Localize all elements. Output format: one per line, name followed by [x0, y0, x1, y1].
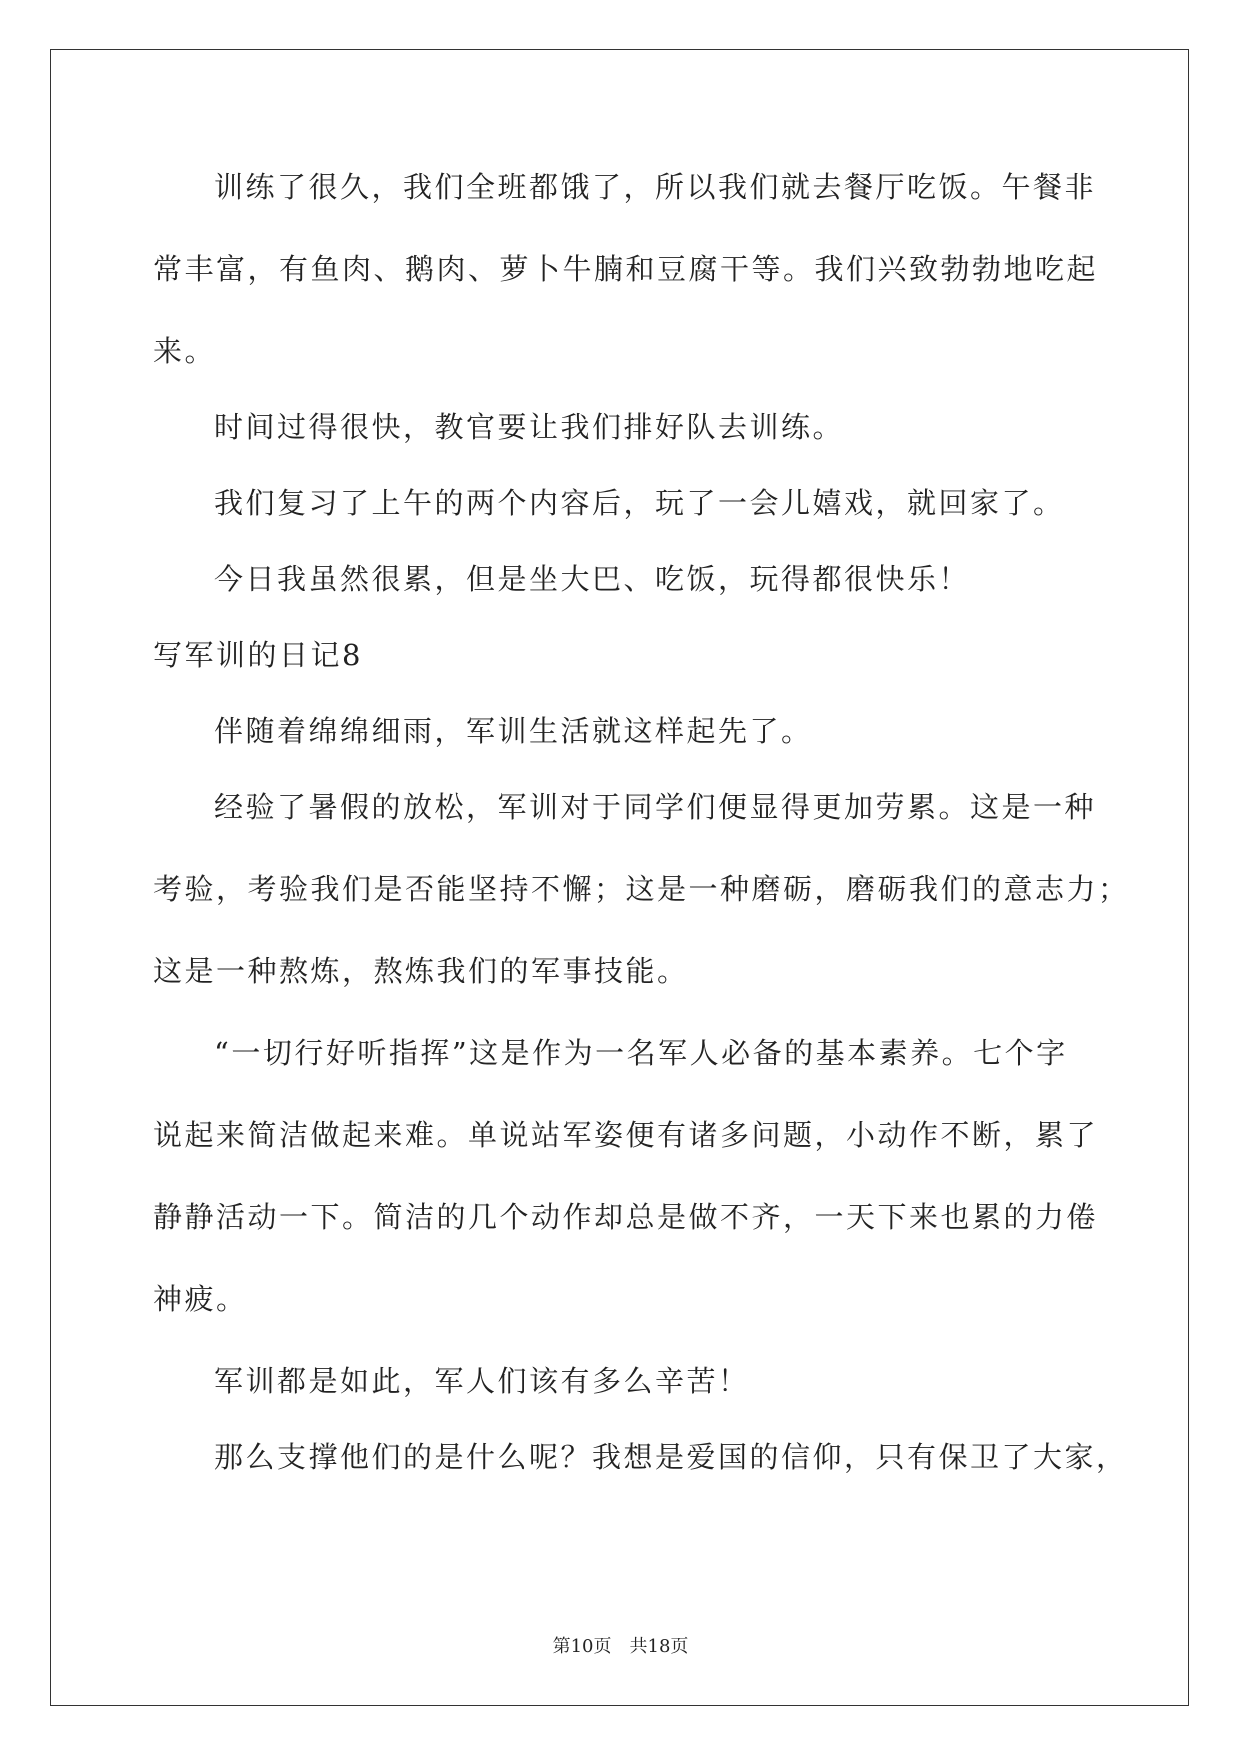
section-heading: 写军训的日记8 — [153, 638, 363, 672]
paragraph-line: 静静活动一下。简洁的几个动作却总是做不齐，一天下来也累的力倦 — [153, 1200, 1099, 1234]
page-number-footer: 第10页 共18页 — [552, 1636, 689, 1657]
paragraph-line: 考验，考验我们是否能坚持不懈；这是一种磨砺，磨砺我们的意志力； — [153, 872, 1130, 906]
paragraph-line: 那么支撑他们的是什么呢？我想是爱国的信仰，只有保卫了大家， — [214, 1440, 1128, 1474]
paragraph-line: 这是一种熬炼，熬炼我们的军事技能。 — [153, 954, 689, 988]
paragraph-line: 我们复习了上午的两个内容后，玩了一会儿嬉戏，就回家了。 — [214, 486, 1065, 520]
document-body — [153, 156, 1130, 1502]
paragraph-line: 军训都是如此，军人们该有多么辛苦！ — [214, 1364, 750, 1398]
paragraph-line: 来。 — [153, 334, 217, 368]
paragraph-line: 今日我虽然很累，但是坐大巴、吃饭，玩得都很快乐！ — [214, 562, 971, 596]
paragraph-line: 时间过得很快，教官要让我们排好队去训练。 — [214, 410, 845, 444]
paragraph-line: “一切行好听指挥”这是作为一名军人必备的基本素养。七个字 — [214, 1036, 1068, 1070]
paragraph-line: 训练了很久，我们全班都饿了，所以我们就去餐厅吃饭。午餐非 — [214, 170, 1097, 204]
paragraph-line: 神疲。 — [153, 1282, 248, 1316]
paragraph-line: 说起来简洁做起来难。单说站军姿便有诸多问题，小动作不断，累了 — [153, 1118, 1099, 1152]
paragraph-line: 经验了暑假的放松，军训对于同学们便显得更加劳累。这是一种 — [214, 790, 1097, 824]
paragraph-line: 常丰富，有鱼肉、鹅肉、萝卜牛腩和豆腐干等。我们兴致勃勃地吃起 — [153, 252, 1099, 286]
paragraph-line: 伴随着绵绵细雨，军训生活就这样起先了。 — [214, 714, 813, 748]
